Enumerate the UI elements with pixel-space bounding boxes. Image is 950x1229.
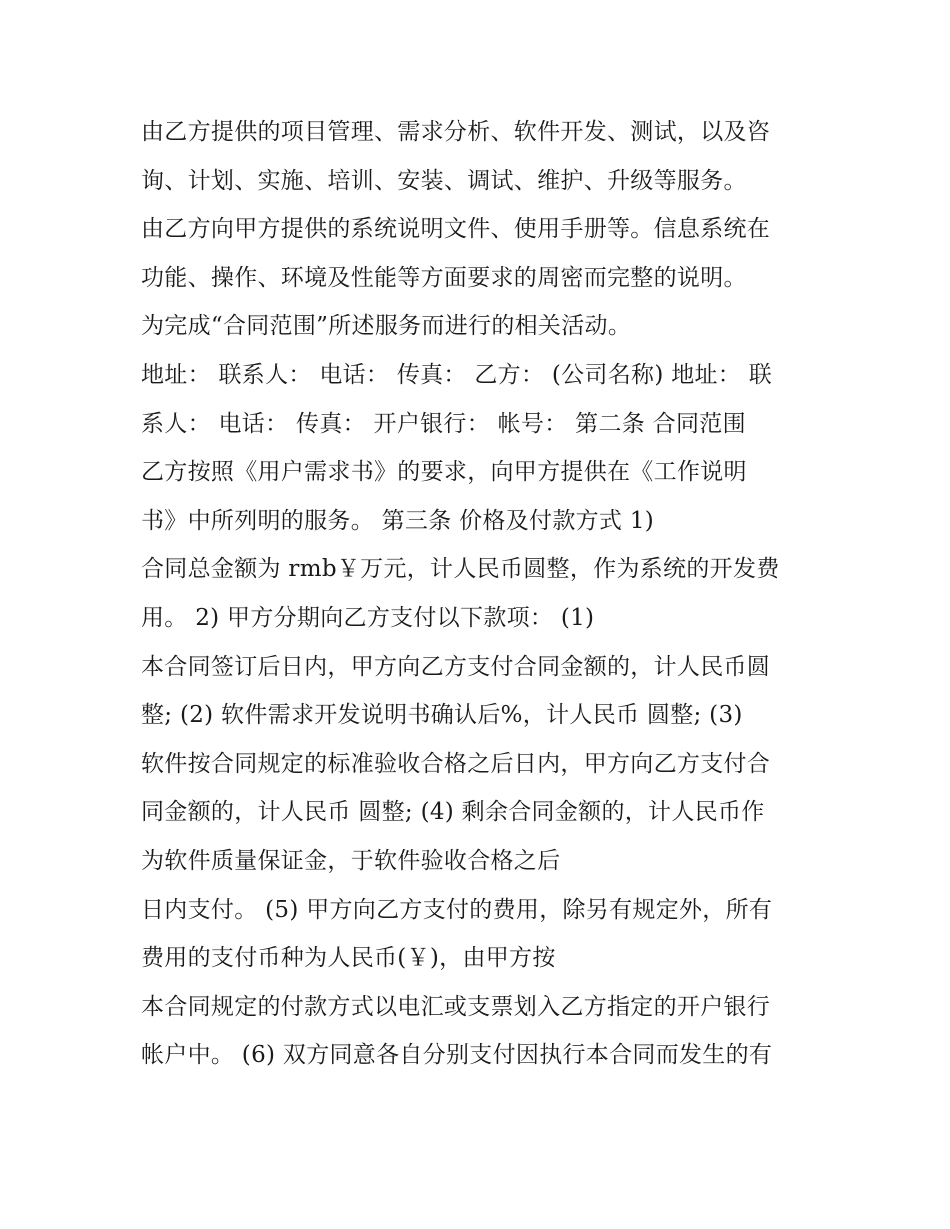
text-line: 由乙方向甲方提供的系统说明文件、使用手册等。信息系统在 bbox=[141, 216, 771, 243]
text-line: 同金额的，计人民币 圆整; (4) 剩余合同金额的，计人民币作 bbox=[141, 799, 765, 826]
text-line: 日内支付。 (5) 甲方向乙方支付的费用，除另有规定外，所有 bbox=[141, 896, 773, 923]
text-line: 乙方按照《用户需求书》的要求，向甲方提供在《工作说明 bbox=[141, 459, 747, 486]
text-line: 用。 2) 甲方分期向乙方支付以下款项： (1) bbox=[141, 604, 595, 631]
text-line: 合同总金额为 rmb￥万元，计人民币圆整，作为系统的开发费 bbox=[141, 556, 780, 583]
text-line: 本合同签订后日内，甲方向乙方支付合同金额的，计人民币圆 bbox=[141, 653, 771, 680]
text-line: 询、计划、实施、培训、安装、调试、维护、升级等服务。 bbox=[141, 167, 747, 194]
contract-text bbox=[141, 108, 821, 1080]
text-line: 软件按合同规定的标准验收合格之后日内，甲方向乙方支付合 bbox=[141, 750, 771, 777]
text-line: 为软件质量保证金，于软件验收合格之后 bbox=[141, 847, 561, 874]
text-line: 地址： 联系人： 电话： 传真： 乙方： (公司名称) 地址： 联 bbox=[141, 361, 773, 388]
text-line: 帐户中。 (6) 双方同意各自分别支付因执行本合同而发生的有 bbox=[141, 1042, 773, 1069]
text-line: 为完成“合同范围”所述服务而进行的相关活动。 bbox=[141, 313, 632, 340]
text-line: 系人： 电话： 传真： 开户银行： 帐号： 第二条 合同范围 bbox=[141, 410, 746, 437]
text-line: 整; (2) 软件需求开发说明书确认后%，计人民币 圆整; (3) bbox=[141, 702, 743, 729]
text-line: 书》中所列明的服务。 第三条 价格及付款方式 1) bbox=[141, 507, 655, 534]
text-line: 费用的支付币种为人民币(￥)，由甲方按 bbox=[141, 945, 556, 972]
text-line: 由乙方提供的项目管理、需求分析、软件开发、测试，以及咨 bbox=[141, 119, 771, 145]
text-line: 功能、操作、环境及性能等方面要求的周密而完整的说明。 bbox=[141, 264, 747, 291]
text-line: 本合同规定的付款方式以电汇或支票划入乙方指定的开户银行 bbox=[141, 993, 771, 1020]
